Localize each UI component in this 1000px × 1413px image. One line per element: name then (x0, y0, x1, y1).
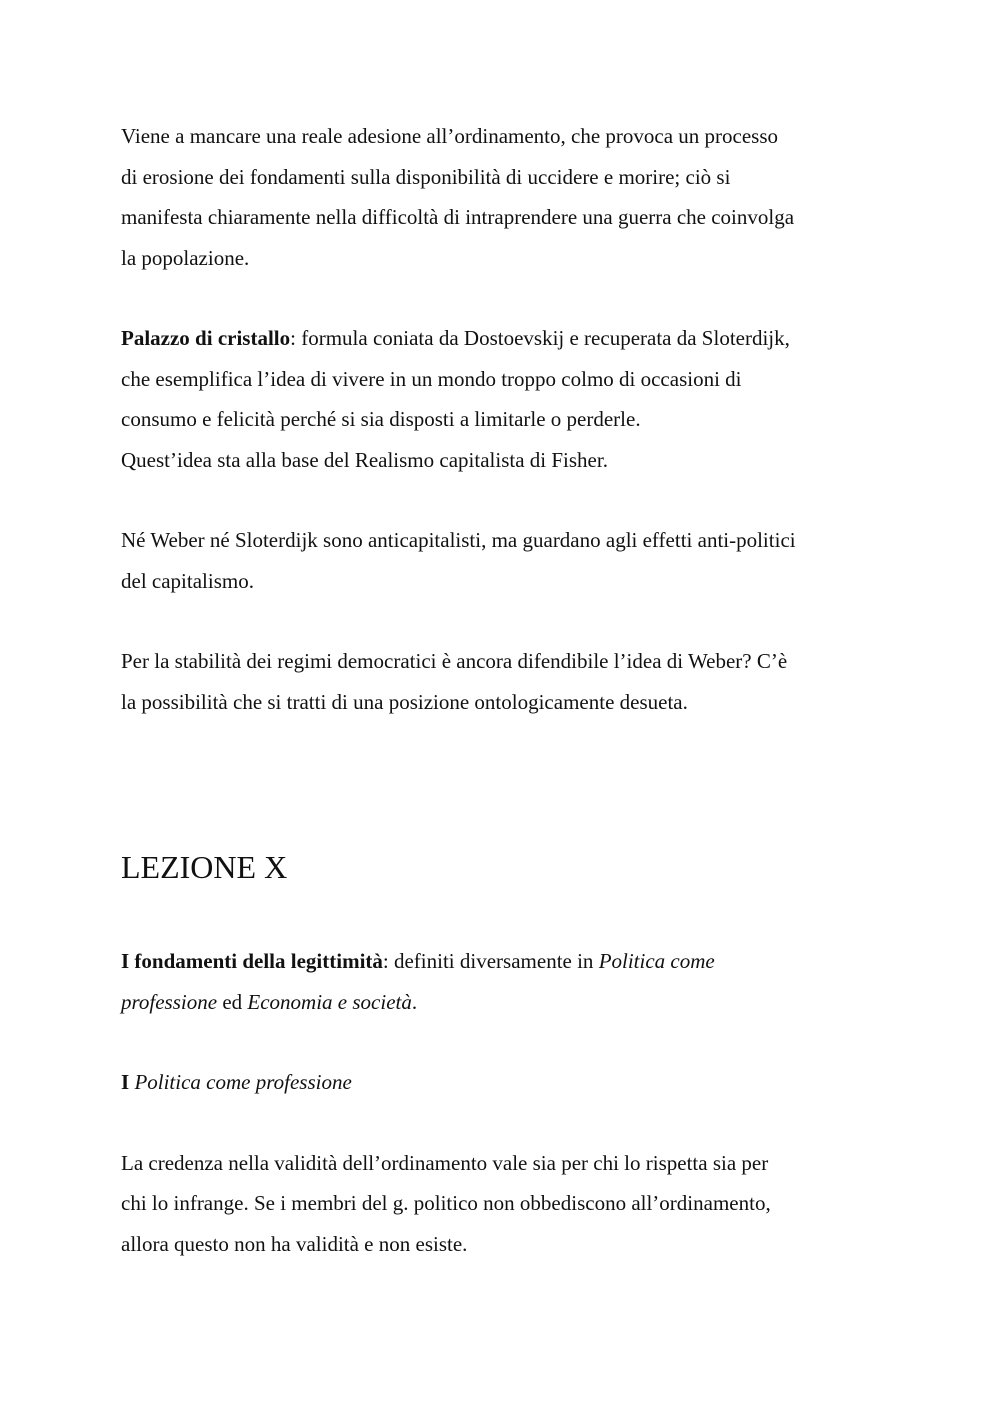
text-line: chi lo infrange. Se i membri del g. politico non obbediscono all’ordinamento, (121, 1191, 771, 1215)
bold-term: I fondamenti della legittimità (121, 949, 383, 973)
text-line: che esemplifica l’idea di vivere in un mondo troppo colmo di occasioni di (121, 366, 742, 391)
text-line: Quest’idea sta alla base del Realismo capitalista di Fisher. (121, 447, 608, 472)
text-line (121, 1062, 891, 1103)
text-line: manifesta chiaramente nella difficoltà di intraprendere una guerra che coinvolga (121, 205, 795, 229)
text-line: di erosione dei fondamenti sulla disponibilità di uccidere e morire; ciò si (121, 164, 731, 189)
document-page (121, 116, 891, 1304)
text-line: del capitalismo. (121, 568, 254, 593)
italic-title: professione (121, 989, 218, 1014)
text-line (121, 318, 891, 359)
text-line (121, 982, 891, 1023)
italic-title: Politica come professione (134, 1070, 352, 1094)
section-heading: LEZIONE X (121, 849, 288, 885)
paragraph-stabilita-regimi (121, 641, 891, 722)
text-line: allora questo non ha validità e non esiste. (121, 1231, 468, 1256)
paragraph-fondamenti-legittimita (121, 941, 891, 1022)
text-line: Viene a mancare una reale adesione all’ordinamento, che provoca un processo (121, 124, 779, 148)
section-numeral: I (121, 1070, 130, 1094)
text-run: ed (217, 989, 248, 1014)
text-line: la popolazione. (121, 245, 250, 270)
text-line: consumo e felicità perché si sia disposti a limitarle o perderle. (121, 407, 641, 431)
text-line (121, 941, 891, 982)
text-run: : definiti diversamente in (382, 949, 599, 973)
text-run: : formula coniata da Dostoevskij e recuperata da Sloterdijk, (290, 326, 790, 350)
text-run: . (411, 989, 418, 1014)
text-line: la possibilità che si tratti di una posizione ontologicamente desueta. (121, 689, 688, 714)
paragraph-adesione (121, 116, 891, 278)
paragraph-palazzo-di-cristallo (121, 318, 891, 480)
text-line: Né Weber né Sloterdijk sono anticapitalisti, ma guardano agli effetti anti-politici (121, 528, 796, 552)
text-line: Per la stabilità dei regimi democratici è ancora difendibile l’idea di Weber? C’è (121, 649, 788, 673)
bold-term: Palazzo di cristallo (121, 326, 291, 350)
subsection-title (121, 1062, 891, 1103)
italic-title: Economia e società (247, 989, 412, 1014)
italic-title: Politica come (598, 949, 715, 973)
text-line: La credenza nella validità dell’ordinamento vale sia per chi lo rispetta sia per (121, 1150, 769, 1175)
paragraph-weber-sloterdijk (121, 520, 891, 601)
paragraph-credenza-validita (121, 1143, 891, 1265)
